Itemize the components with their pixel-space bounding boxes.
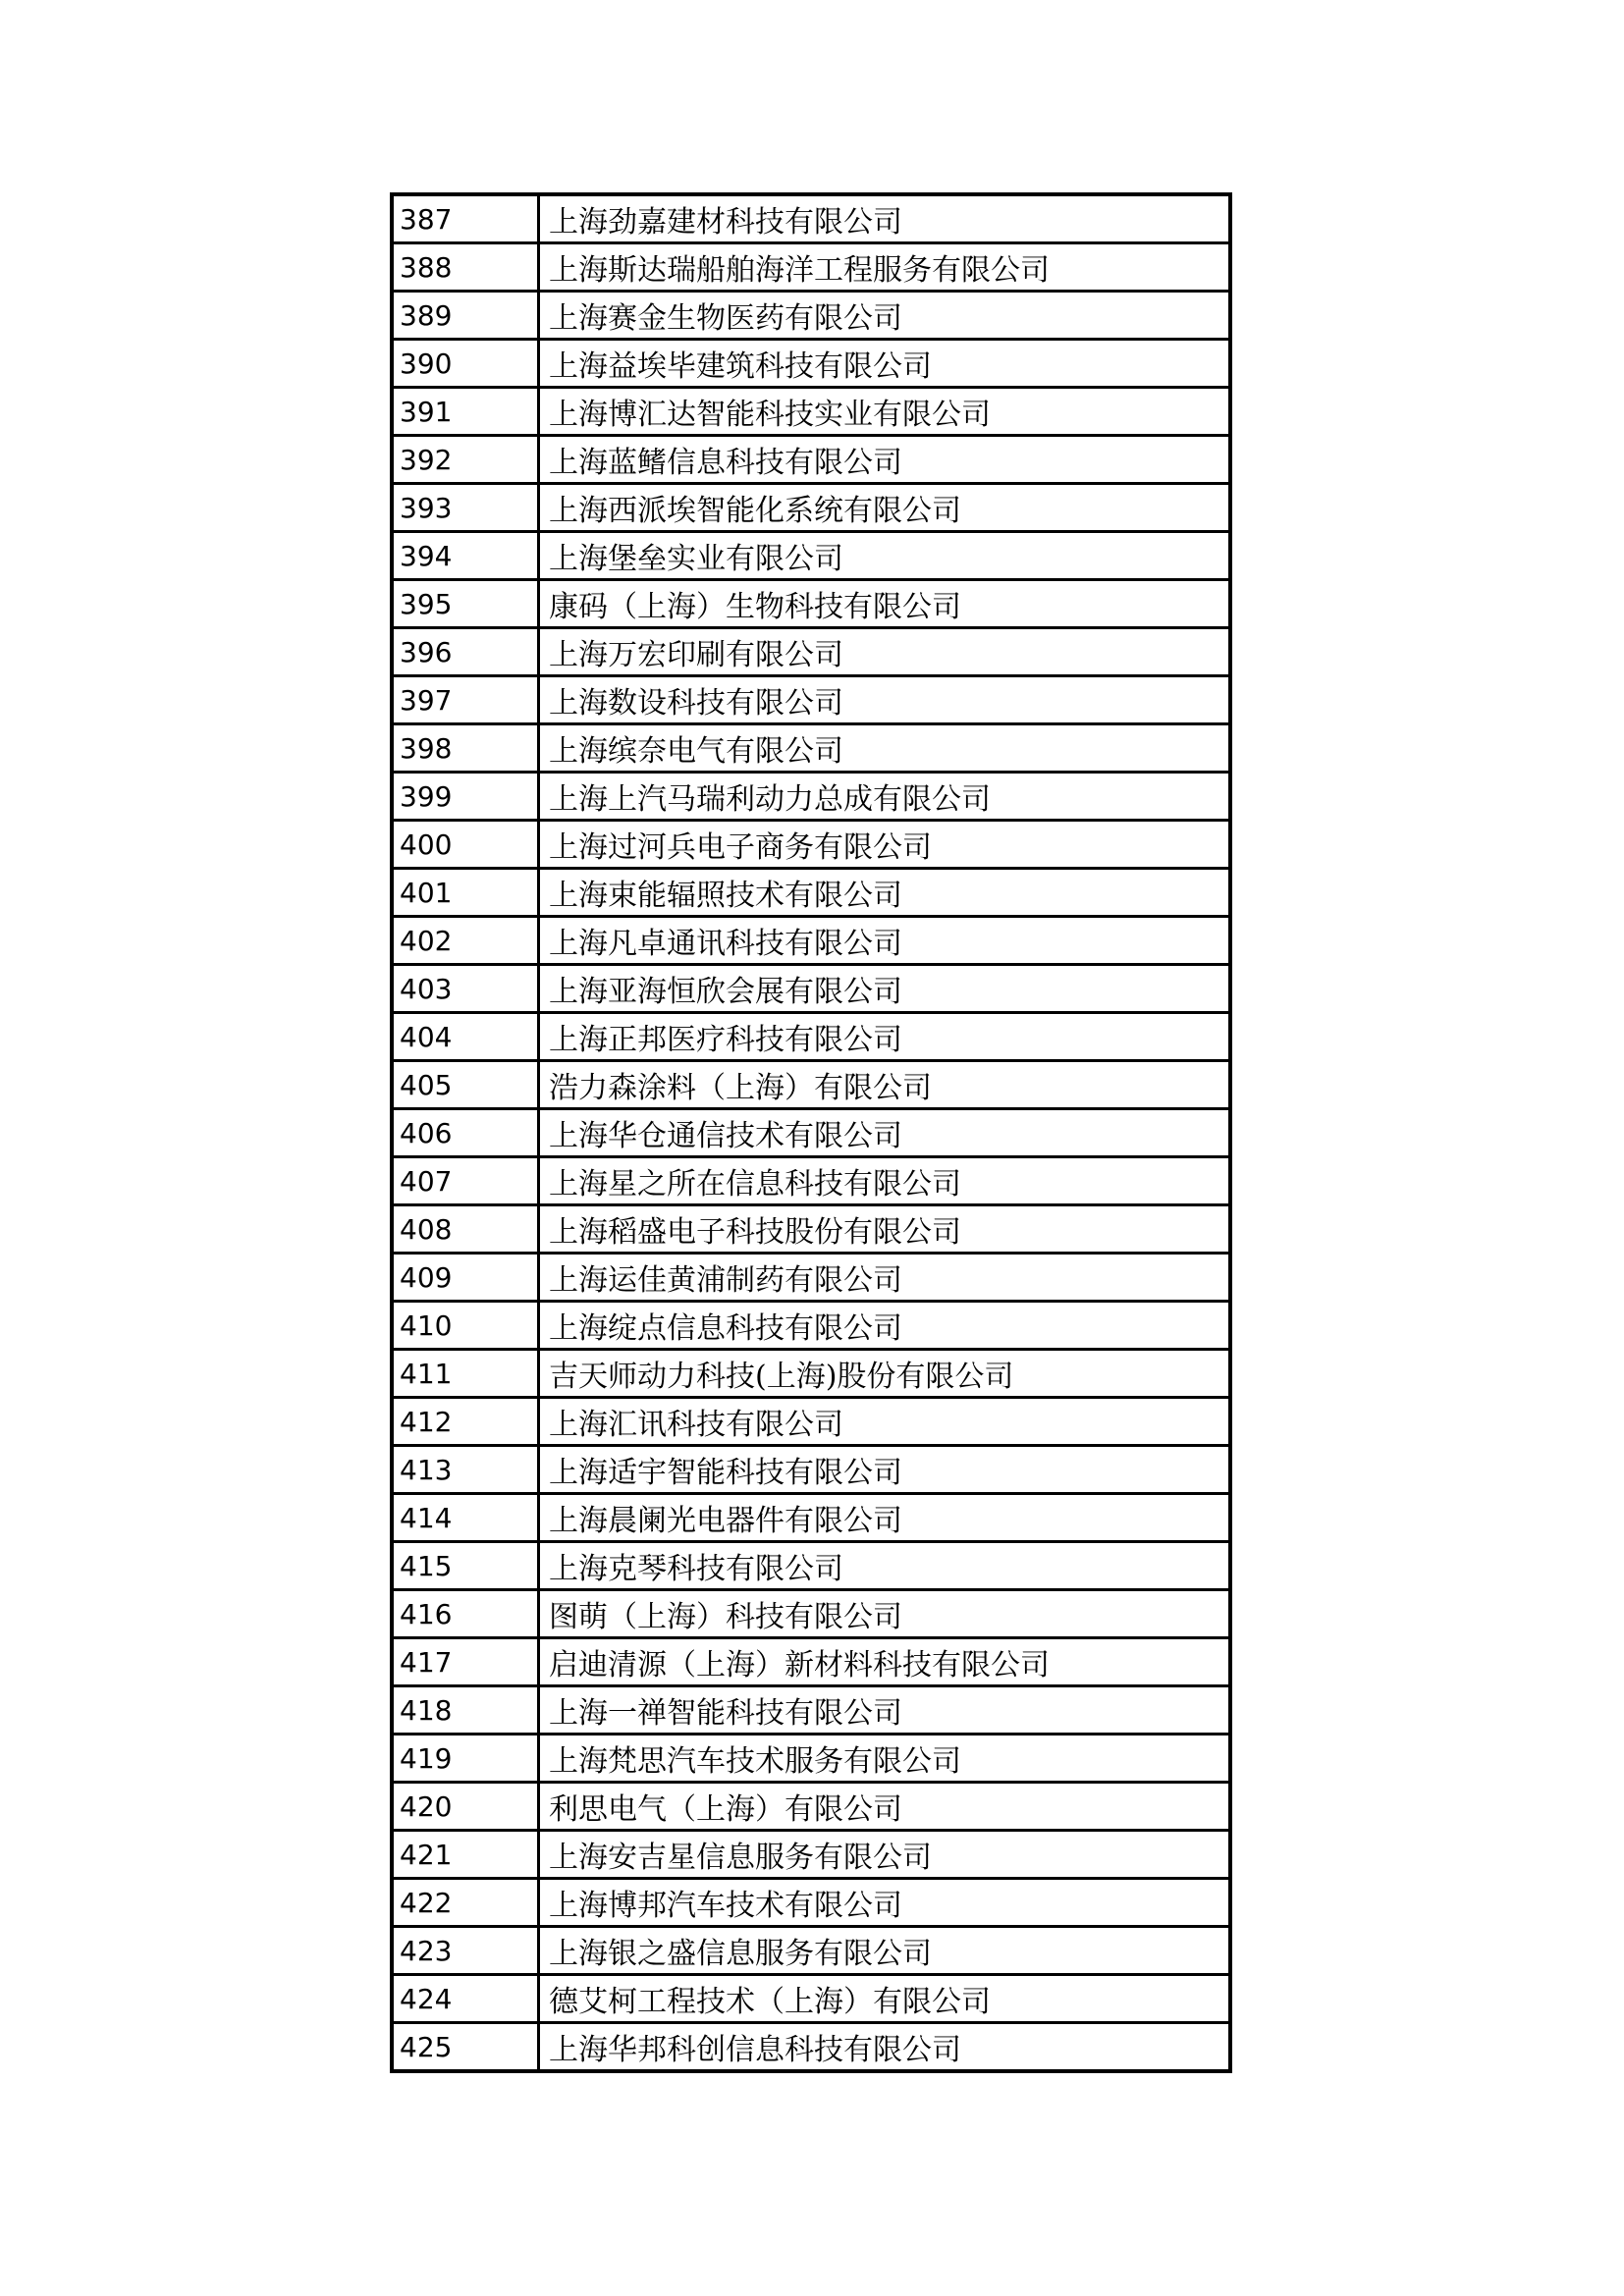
row-number-cell: 425 — [392, 2023, 539, 2072]
row-number-cell: 403 — [392, 965, 539, 1013]
company-name-cell: 吉天师动力科技(上海)股份有限公司 — [539, 1350, 1231, 1398]
company-name-cell: 上海束能辐照技术有限公司 — [539, 869, 1231, 917]
company-name-cell: 上海博邦汽车技术有限公司 — [539, 1879, 1231, 1927]
row-number-cell: 401 — [392, 869, 539, 917]
company-name-cell: 上海星之所在信息科技有限公司 — [539, 1157, 1231, 1205]
table-row — [392, 628, 1230, 676]
row-number-cell: 421 — [392, 1831, 539, 1879]
table-row — [392, 580, 1230, 628]
table-row — [392, 1686, 1230, 1735]
row-number-cell: 422 — [392, 1879, 539, 1927]
company-name-cell: 启迪清源（上海）新材料科技有限公司 — [539, 1638, 1231, 1686]
company-name-cell: 上海梵思汽车技术服务有限公司 — [539, 1735, 1231, 1783]
table-row — [392, 1879, 1230, 1927]
row-number-cell: 414 — [392, 1494, 539, 1542]
row-number-cell: 424 — [392, 1975, 539, 2023]
row-number-cell: 395 — [392, 580, 539, 628]
table-row — [392, 1494, 1230, 1542]
row-number-cell: 390 — [392, 340, 539, 388]
company-name-cell: 德艾柯工程技术（上海）有限公司 — [539, 1975, 1231, 2023]
company-name-cell: 上海博汇达智能科技实业有限公司 — [539, 388, 1231, 436]
row-number-cell: 419 — [392, 1735, 539, 1783]
table-row — [392, 821, 1230, 869]
company-name-cell: 上海益埃毕建筑科技有限公司 — [539, 340, 1231, 388]
company-name-cell: 上海亚海恒欣会展有限公司 — [539, 965, 1231, 1013]
table-row — [392, 2023, 1230, 2072]
row-number-cell: 412 — [392, 1398, 539, 1446]
table-row — [392, 1013, 1230, 1061]
table-row — [392, 1735, 1230, 1783]
table-row — [392, 1831, 1230, 1879]
company-name-cell: 上海运佳黄浦制药有限公司 — [539, 1254, 1231, 1302]
table-row — [392, 1638, 1230, 1686]
table-row — [392, 388, 1230, 436]
table-row — [392, 1061, 1230, 1109]
row-number-cell: 420 — [392, 1783, 539, 1831]
company-name-cell: 浩力森涂料（上海）有限公司 — [539, 1061, 1231, 1109]
table-row — [392, 869, 1230, 917]
table-row — [392, 1205, 1230, 1254]
company-name-cell: 上海华邦科创信息科技有限公司 — [539, 2023, 1231, 2072]
table-row — [392, 1398, 1230, 1446]
company-name-cell: 上海蓝鳍信息科技有限公司 — [539, 436, 1231, 484]
table-row — [392, 965, 1230, 1013]
table-row — [392, 1157, 1230, 1205]
company-name-cell: 上海斯达瑞船舶海洋工程服务有限公司 — [539, 243, 1231, 292]
table-row — [392, 436, 1230, 484]
row-number-cell: 423 — [392, 1927, 539, 1975]
company-name-cell: 上海适宇智能科技有限公司 — [539, 1446, 1231, 1494]
company-name-cell: 上海缤奈电气有限公司 — [539, 724, 1231, 773]
row-number-cell: 396 — [392, 628, 539, 676]
row-number-cell: 407 — [392, 1157, 539, 1205]
table-row — [392, 1109, 1230, 1157]
row-number-cell: 393 — [392, 484, 539, 532]
row-number-cell: 392 — [392, 436, 539, 484]
table-row — [392, 1590, 1230, 1638]
company-name-cell: 上海西派埃智能化系统有限公司 — [539, 484, 1231, 532]
table-row — [392, 1446, 1230, 1494]
row-number-cell: 410 — [392, 1302, 539, 1350]
company-name-cell: 上海华仓通信技术有限公司 — [539, 1109, 1231, 1157]
table-row — [392, 676, 1230, 724]
row-number-cell: 387 — [392, 194, 539, 243]
row-number-cell: 397 — [392, 676, 539, 724]
row-number-cell: 408 — [392, 1205, 539, 1254]
company-name-cell: 上海一禅智能科技有限公司 — [539, 1686, 1231, 1735]
company-name-cell: 康码（上海）生物科技有限公司 — [539, 580, 1231, 628]
company-name-cell: 上海上汽马瑞利动力总成有限公司 — [539, 773, 1231, 821]
row-number-cell: 418 — [392, 1686, 539, 1735]
row-number-cell: 388 — [392, 243, 539, 292]
table-row — [392, 292, 1230, 340]
table-row — [392, 1350, 1230, 1398]
company-name-cell: 上海赛金生物医药有限公司 — [539, 292, 1231, 340]
table-row — [392, 1783, 1230, 1831]
company-name-cell: 上海安吉星信息服务有限公司 — [539, 1831, 1231, 1879]
company-name-cell: 上海凡卓通讯科技有限公司 — [539, 917, 1231, 965]
table-row — [392, 1927, 1230, 1975]
table-row — [392, 243, 1230, 292]
row-number-cell: 399 — [392, 773, 539, 821]
company-name-cell: 上海银之盛信息服务有限公司 — [539, 1927, 1231, 1975]
table-row — [392, 532, 1230, 580]
row-number-cell: 398 — [392, 724, 539, 773]
row-number-cell: 409 — [392, 1254, 539, 1302]
row-number-cell: 415 — [392, 1542, 539, 1590]
table-row — [392, 917, 1230, 965]
table-row — [392, 1542, 1230, 1590]
company-name-cell: 上海万宏印刷有限公司 — [539, 628, 1231, 676]
company-name-cell: 上海稻盛电子科技股份有限公司 — [539, 1205, 1231, 1254]
company-list-table — [390, 192, 1232, 2073]
company-name-cell: 上海堡垒实业有限公司 — [539, 532, 1231, 580]
row-number-cell: 417 — [392, 1638, 539, 1686]
table-row — [392, 1254, 1230, 1302]
company-name-cell: 上海晨阑光电器件有限公司 — [539, 1494, 1231, 1542]
company-name-cell: 上海数设科技有限公司 — [539, 676, 1231, 724]
table-row — [392, 773, 1230, 821]
row-number-cell: 394 — [392, 532, 539, 580]
table-row — [392, 1302, 1230, 1350]
company-name-cell: 上海劲嘉建材科技有限公司 — [539, 194, 1231, 243]
row-number-cell: 391 — [392, 388, 539, 436]
company-name-cell: 上海克琴科技有限公司 — [539, 1542, 1231, 1590]
company-name-cell: 上海过河兵电子商务有限公司 — [539, 821, 1231, 869]
table-row — [392, 724, 1230, 773]
company-name-cell: 上海正邦医疗科技有限公司 — [539, 1013, 1231, 1061]
row-number-cell: 406 — [392, 1109, 539, 1157]
row-number-cell: 411 — [392, 1350, 539, 1398]
table-row — [392, 340, 1230, 388]
row-number-cell: 413 — [392, 1446, 539, 1494]
company-table-body — [392, 194, 1230, 2071]
table-row — [392, 194, 1230, 243]
company-name-cell: 利思电气（上海）有限公司 — [539, 1783, 1231, 1831]
row-number-cell: 400 — [392, 821, 539, 869]
row-number-cell: 416 — [392, 1590, 539, 1638]
table-row — [392, 1975, 1230, 2023]
row-number-cell: 404 — [392, 1013, 539, 1061]
row-number-cell: 405 — [392, 1061, 539, 1109]
row-number-cell: 389 — [392, 292, 539, 340]
company-name-cell: 上海绽点信息科技有限公司 — [539, 1302, 1231, 1350]
company-name-cell: 上海汇讯科技有限公司 — [539, 1398, 1231, 1446]
company-name-cell: 图萌（上海）科技有限公司 — [539, 1590, 1231, 1638]
table-row — [392, 484, 1230, 532]
row-number-cell: 402 — [392, 917, 539, 965]
